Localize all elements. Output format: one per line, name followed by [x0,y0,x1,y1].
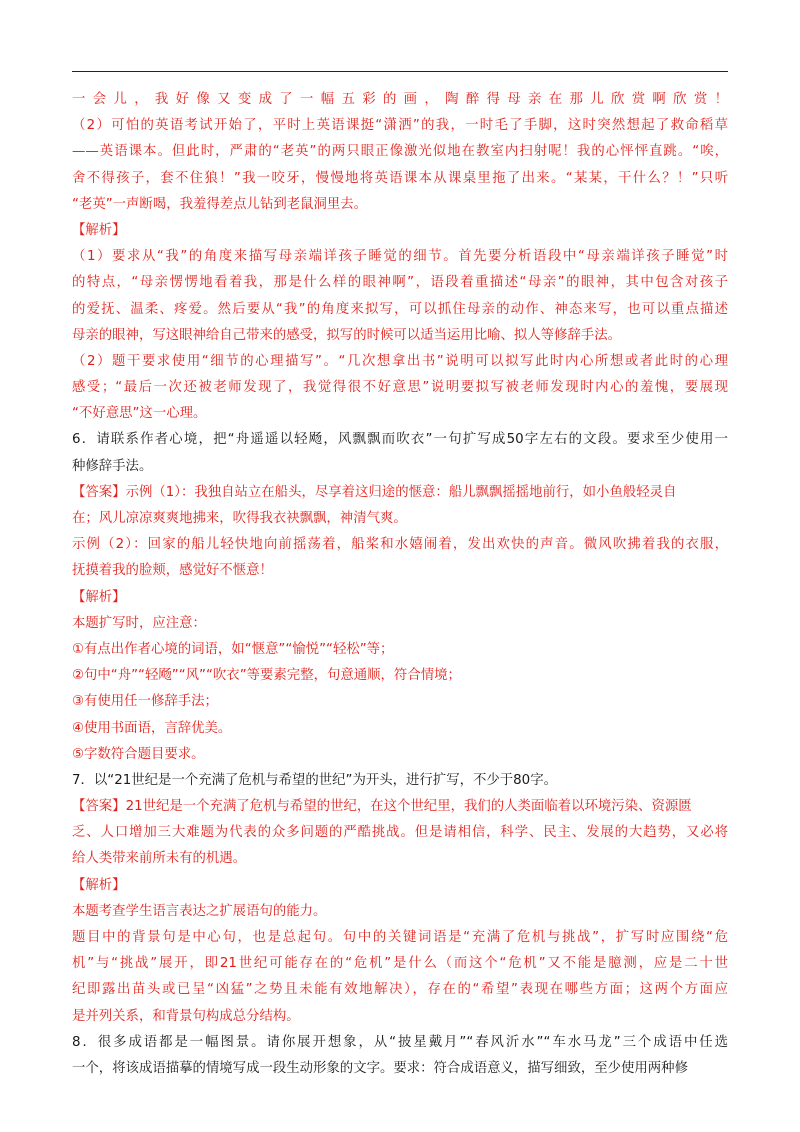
paragraph-line: 的爱抚、温柔、疼爱。然后要从“我”的角度来拟写，可以抓住母亲的动作、神态来写，也可以重点描述 [72,301,728,317]
paragraph-line: 本题考查学生语言表达之扩展语句的能力。 [72,903,327,919]
paragraph-line: 一会儿，我好像又变成了一幅五彩的画，陶醉得母亲在那儿欣赏啊欣赏！ [72,92,728,107]
paragraph-line [72,1056,728,1082]
answer-text: 示例（1）：我独自站立在船头，尽享着这归途的惬意：船儿飘飘摇摇地前行，如小鱼般轻灵自 [125,484,677,500]
paragraph-line: ⑤字数符合题目要求。 [72,746,205,762]
paragraph-line: 题目中的背景句是中心句，也是总起句。句中的关键词语是“充满了危机与挑战”，扩写时应围绕“危 [72,930,728,945]
question-7: 7．以“21世纪是一个充满了危机与希望的世纪”为开头，进行扩写，不少于80字。 [72,772,557,788]
question-8: 8．很多成语都是一幅图景。请你展开想象，从“披星戴月”“春风沂水”“车水马龙”三个成语中任选 [72,1034,728,1050]
paragraph-line: 抚摸着我的脸颊，感觉好不惬意！ [72,563,273,579]
answer-text: 21世纪是一个充满了危机与希望的世纪，在这个世纪里，我们的人类面临着以环境污染、资源匮 [125,799,692,815]
paragraph-line: （2）可怕的英语考试开始了，平时上英语课挺“潇洒”的我，一时毛了手脚，这时突然想起了救命稻草 [72,118,728,134]
paragraph-line: 的特点，“母亲愣愣地看着我，那是什么样的眼神啊”，语段着重描述“母亲”的眼神，其中包含对孩子 [72,275,728,291]
paragraph-line: ——英语课本。但此时，严肃的“老英”的两只眼正像激光似地在教室内扫射呢！我的心怦怦直跳。“唉， [72,144,728,160]
paragraph-line: ③有使用任一修辞手法； [72,694,218,710]
question-6: 6．请联系作者心境，把“舟遥遥以轻飏，风飘飘而吹衣”一句扩写成50字左右的文段。要求至少使用一 [72,432,728,448]
paragraph-line: ②句中“舟”“轻飏”“风”“吹衣”等要素完整，句意通顺，符合情境； [72,668,461,684]
paragraph-line: （1）要求从“我”的角度来描写母亲端详孩子睡觉的细节。首先要分析语段中“母亲端详孩子睡觉”时 [72,249,728,265]
paragraph-line: 感受；“最后一次还被老师发现了，我觉得很不好意思”说明要拟写被老师发现时内心的羞愧，要展现 [72,380,728,396]
analysis-heading: 【解析】 [72,877,126,893]
paragraph-line: ①有点出作者心境的词语，如“惬意”“愉悦”“轻松”等； [72,641,394,657]
paragraph-line: 乏、人口增加三大难题为代表的众多问题的严酷挑战。但是请相信，科学、民主、发展的大趋势，又必将 [72,825,728,841]
paragraph-line: （2）题干要求使用“细节的心理描写”。“几次想拿出书”说明可以拟写此时内心所想或者此时的心理 [72,353,728,369]
question-8-text: 一个，将该成语描摹的情境写成一段生动形象的文字。要求：符合成语意义，描写细致，至少使用 [72,1060,648,1076]
answer-line [72,794,728,820]
answer-tag: 【答案】 [72,484,126,500]
question-8-tail: 修 [674,1060,688,1076]
document-body [72,87,728,1082]
analysis-heading: 【解析】 [72,222,126,238]
paragraph-line: 母亲的眼神，写这眼神给自己带来的感受，拟写的时候可以适当运用比喻、拟人等修辞手法。 [72,327,622,343]
answer-tag: 【答案】 [72,799,126,815]
paragraph-line: 机”与“挑战”展开，即21世纪可能存在的“危机”是什么（而这个“危机”又不能是臆测，应是二十世 [72,956,728,972]
paragraph-line: 是并列关系，和背景句构成总分结构。 [72,1008,300,1024]
paragraph-line: 种修辞手法。 [72,458,153,474]
paragraph-line: 纪即露出苗头或已呈“凶猛”之势且未能有效地解决），存在的“希望”表现在哪些方面；这两个方面应 [72,982,728,998]
paragraph-line: 本题扩写时，应注意： [72,615,206,631]
emphasis-dots: 两种 ·· [648,1061,675,1076]
paragraph-line: 在；风儿凉凉爽爽地拂来，吹得我衣袂飘飘，神清气爽。 [72,511,407,526]
analysis-heading: 【解析】 [72,589,126,605]
paragraph-line: “不好意思”这一心理。 [72,406,207,422]
paragraph-line: ④使用书面语，言辞优美。 [72,720,232,736]
answer-line [72,480,728,506]
header-rule [72,71,728,72]
paragraph-line: 给人类带来前所未有的机遇。 [72,851,247,867]
paragraph-line: 示例（2）：回家的船儿轻快地向前摇荡着，船桨和水嬉闹着，发出欢快的声音。微风吹拂着我的衣服， [72,537,728,553]
paragraph-line: “老英”一声断喝，我羞得差点儿钻到老鼠洞里去。 [72,196,368,212]
paragraph-line: 舍不得孩子，套不住狼！”我一咬牙，慢慢地将英语课本从课桌里拖了出来。“某某，干什么？！”只听 [72,170,728,186]
